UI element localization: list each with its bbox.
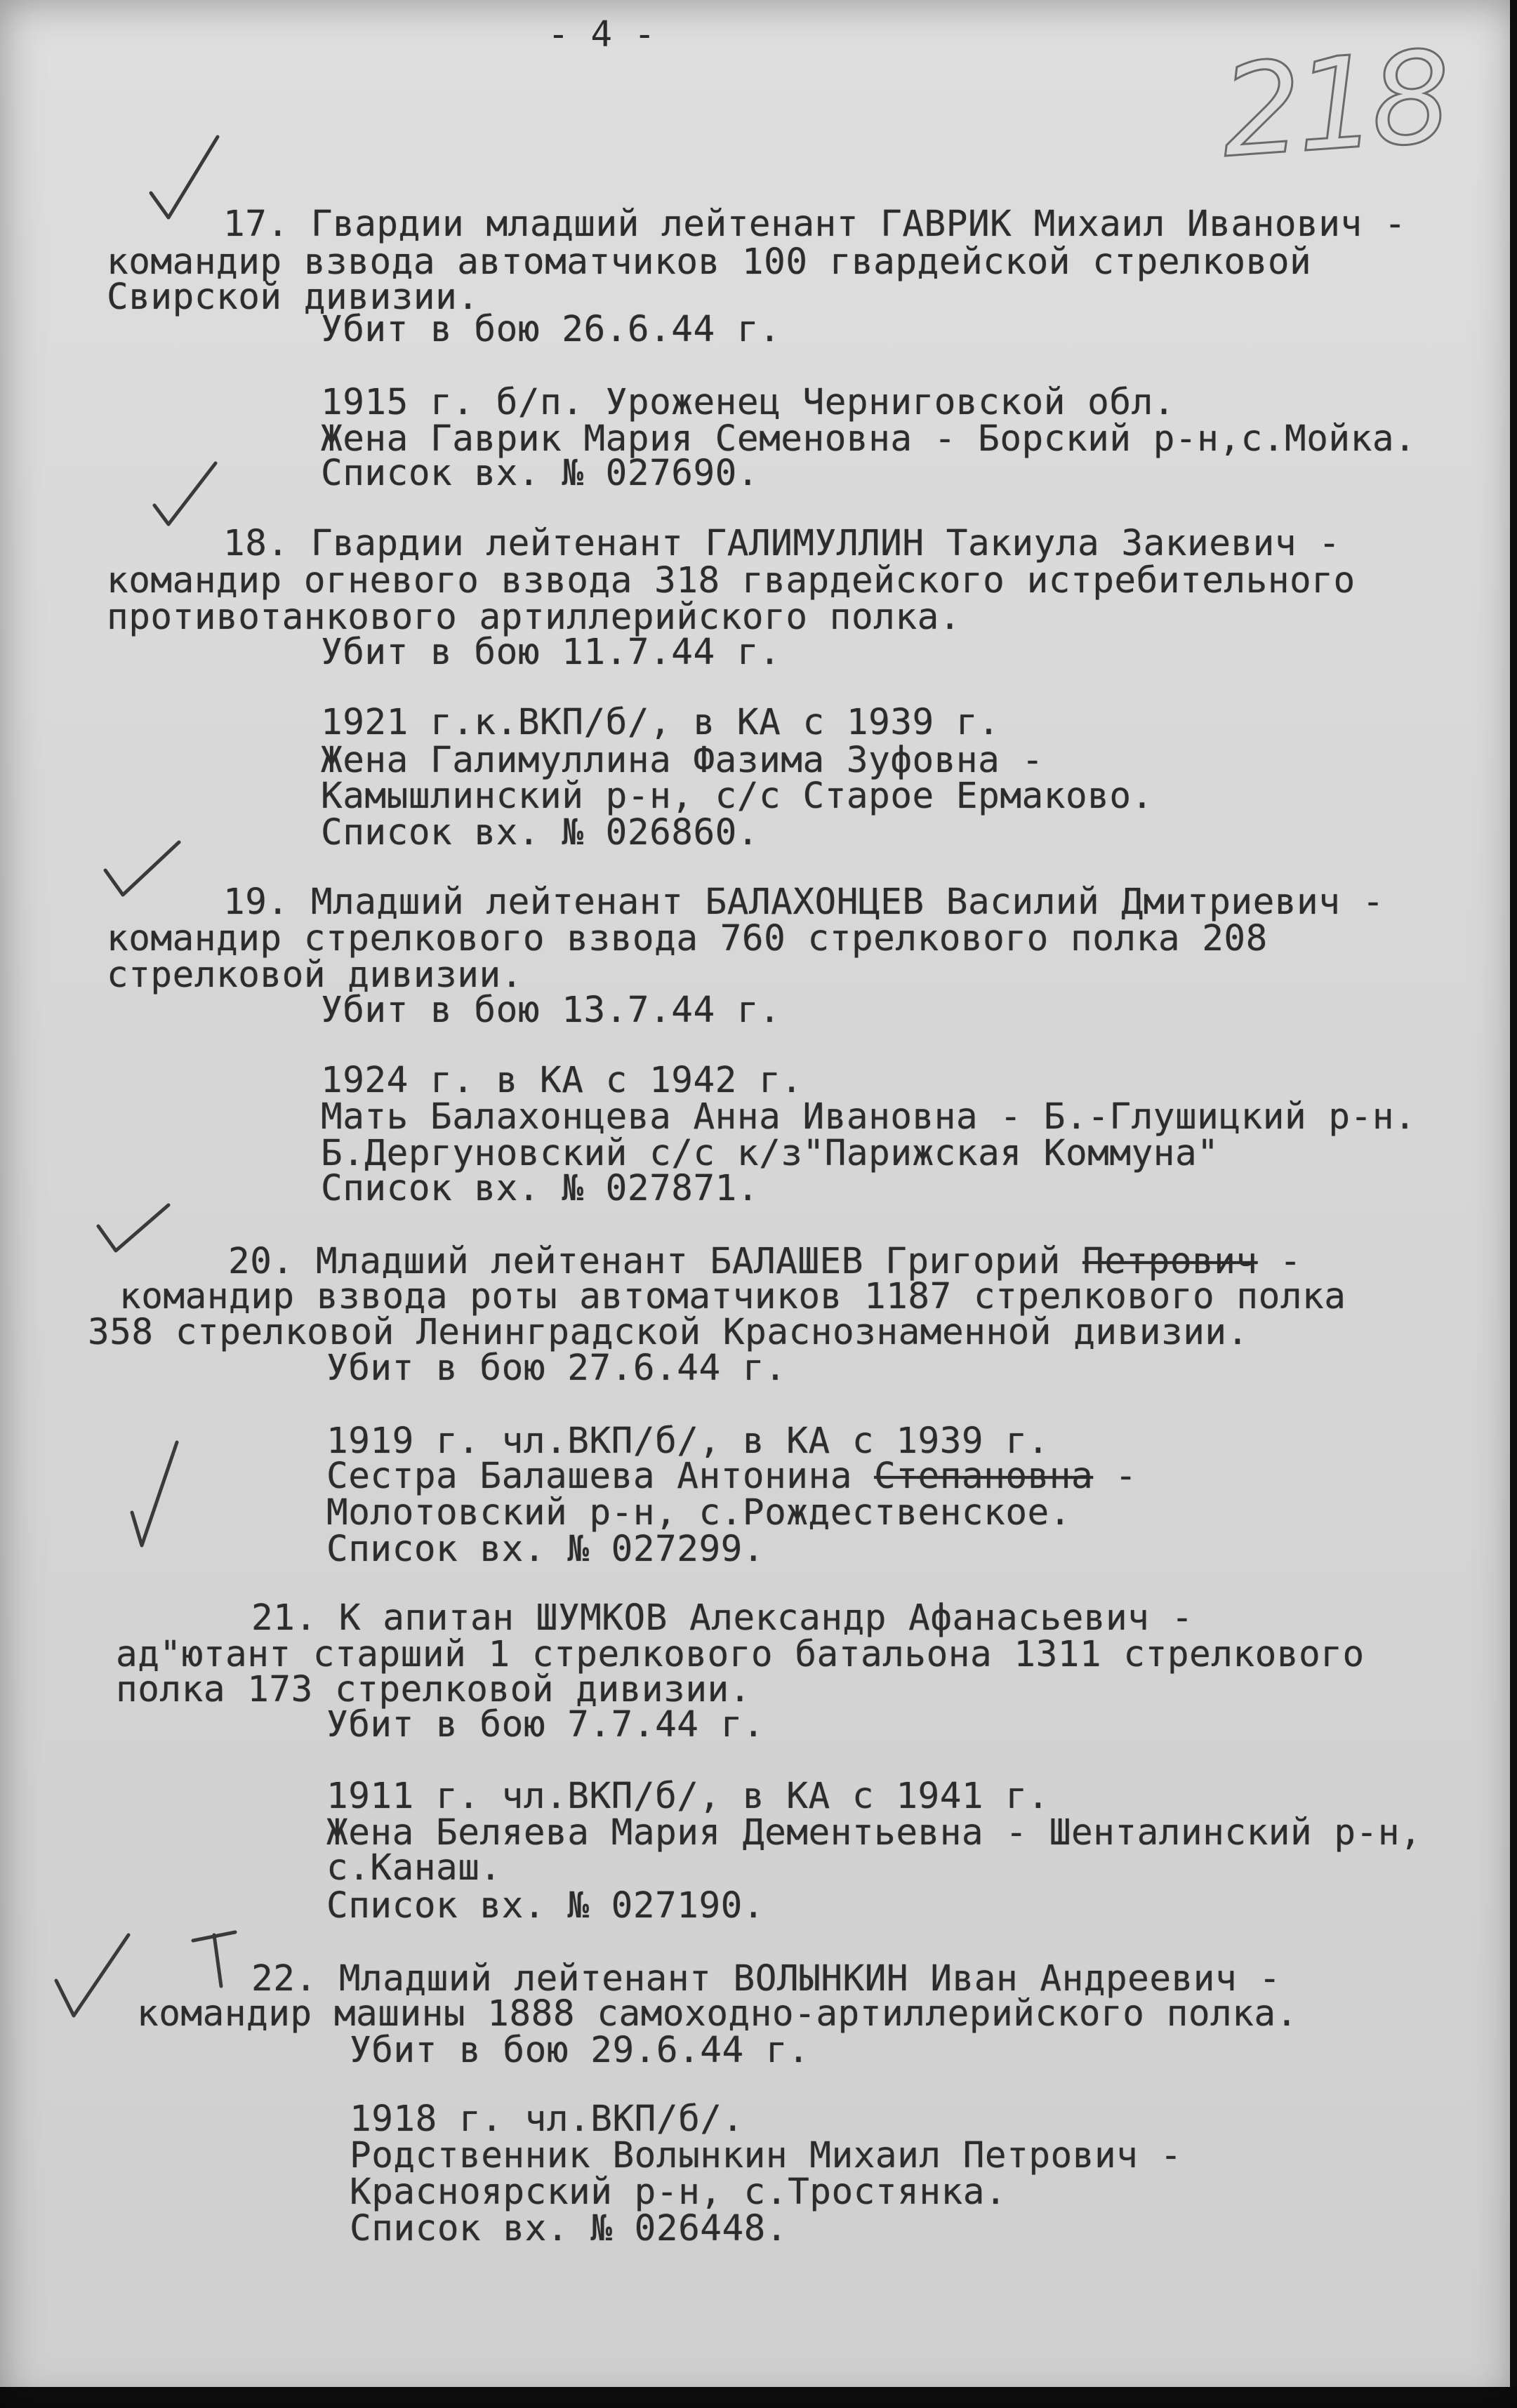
entry-line: командир взвода автоматчиков 100 гвардейской стрелковой [107,241,1312,283]
entry-line: Список вх. № 027690. [321,453,760,494]
entry-line: 1915 г. б/п. Уроженец Черниговской обл. [321,382,1175,423]
entry-line: 21. К апитан ШУМКОВ Александр Афанасьевич - [251,1597,1193,1639]
entry-line: Жена Беляева Мария Дементьевна - Шенталинский р-н, [326,1812,1422,1854]
entry-line: 22. Младший лейтенант ВОЛЫНКИН Иван Андреевич - [251,1958,1281,2000]
entry-line: Убит в бою 13.7.44 г. [321,990,781,1031]
entry-line: 358 стрелковой Ленинградской Краснознаменной дивизии. [88,1312,1249,1353]
entry-line: 17. Гвардии младший лейтенант ГАВРИК Михаил Иванович - [223,204,1407,245]
entry-line-text: 20. Младший лейтенант БАЛАШЕВ Григорий [228,1241,1061,1282]
entry-line: командир огневого взвода 318 гвардейского истребительного [107,560,1356,601]
entry-line: Убит в бою 27.6.44 г. [326,1348,787,1389]
struck-patronymic: Петрович [1082,1241,1258,1282]
entry-line: 1921 г.к.ВКП/б/, в КА с 1939 г. [321,702,1000,743]
entry-line: Жена Гаврик Мария Семеновна - Борский р-н,с.Мойка. [321,418,1417,460]
entry-line: Убит в бою 29.6.44 г. [350,2030,810,2071]
check-mark-icon [151,460,221,530]
entry-line: 19. Младший лейтенант БАЛАХОНЦЕВ Василий Дмитриевич - [223,882,1384,923]
entry-line-text: Сестра Балашева Антонина [326,1456,852,1497]
entry-line: командир стрелкового взвода 760 стрелкового полка 208 [107,918,1268,959]
entry-line: Свирской дивизии. [107,277,479,318]
entry-line: Список вх. № 026860. [321,812,760,853]
entry-line: Камышлинский р-н, с/с Старое Ермаково. [321,776,1153,817]
entry-line: Красноярский р-н, с.Тростянка. [350,2171,1007,2213]
check-mark-icon [102,839,183,902]
handwritten-mark-icon [186,1927,242,1990]
page-number: - 4 - [548,14,656,55]
entry-line: Список вх. № 027190. [326,1885,765,1927]
check-mark-icon [126,1439,183,1551]
entry-line: Мать Балахонцева Анна Ивановна - Б.-Глушицкий р-н. [321,1096,1417,1138]
entry-line: с.Канаш. [326,1847,502,1889]
entry-line: полка 173 стрелковой дивизии. [116,1669,751,1710]
entry-line: командир машины 1888 самоходно-артиллерийского полка. [137,1993,1298,2035]
scan-bottom-edge [0,2387,1517,2408]
entry-line: стрелковой дивизии. [107,954,523,996]
entry-line: Родственник Волынкин Михаил Петрович - [350,2135,1182,2176]
entry-line: 1924 г. в КА с 1942 г. [321,1060,803,1101]
entry-line: 18. Гвардии лейтенант ГАЛИМУЛЛИН Такиула Закиевич - [223,523,1341,564]
entry-line: Убит в бою 7.7.44 г. [326,1704,765,1745]
entry-line: Убит в бою 26.6.44 г. [321,309,781,350]
entry-line: Жена Галимуллина Фазима Зуфовна - [321,740,1044,781]
entry-line: 1918 г. чл.ВКП/б/. [350,2098,744,2140]
handwritten-archive-number: 218 [1217,24,1451,186]
entry-line: противотанкового артиллерийского полка. [107,597,961,638]
entry-line: командир взвода роты автоматчиков 1187 стрелкового полка [119,1276,1346,1317]
scan-right-edge [1510,0,1517,2408]
entry-line: Молотовский р-н, с.Рождественское. [326,1492,1071,1534]
entry-line: Список вх. № 026448. [350,2208,788,2249]
entry-line: Б.Дергуновский с/с к/з"Парижская Коммуна" [321,1133,1219,1174]
check-mark-icon [147,133,225,225]
entry-line: Убит в бою 11.7.44 г. [321,632,781,673]
entry-line-dash: - [1279,1241,1302,1282]
check-mark-icon [95,1202,172,1258]
entry-line-dash: - [1115,1456,1137,1497]
entry-line: 1911 г. чл.ВКП/б/, в КА с 1941 г. [326,1776,1049,1817]
entry-line [326,1456,1137,1498]
entry-line: ад"ютант старший 1 стрелкового батальона 1311 стрелкового [116,1634,1365,1675]
check-mark-icon [53,1931,133,2023]
struck-patronymic: Степановна [874,1456,1094,1497]
entry-line: Список вх. № 027871. [321,1168,760,1209]
entry-line: Список вх. № 027299. [326,1529,765,1570]
entry-line: 1919 г. чл.ВКП/б/, в КА с 1939 г. [326,1421,1049,1462]
